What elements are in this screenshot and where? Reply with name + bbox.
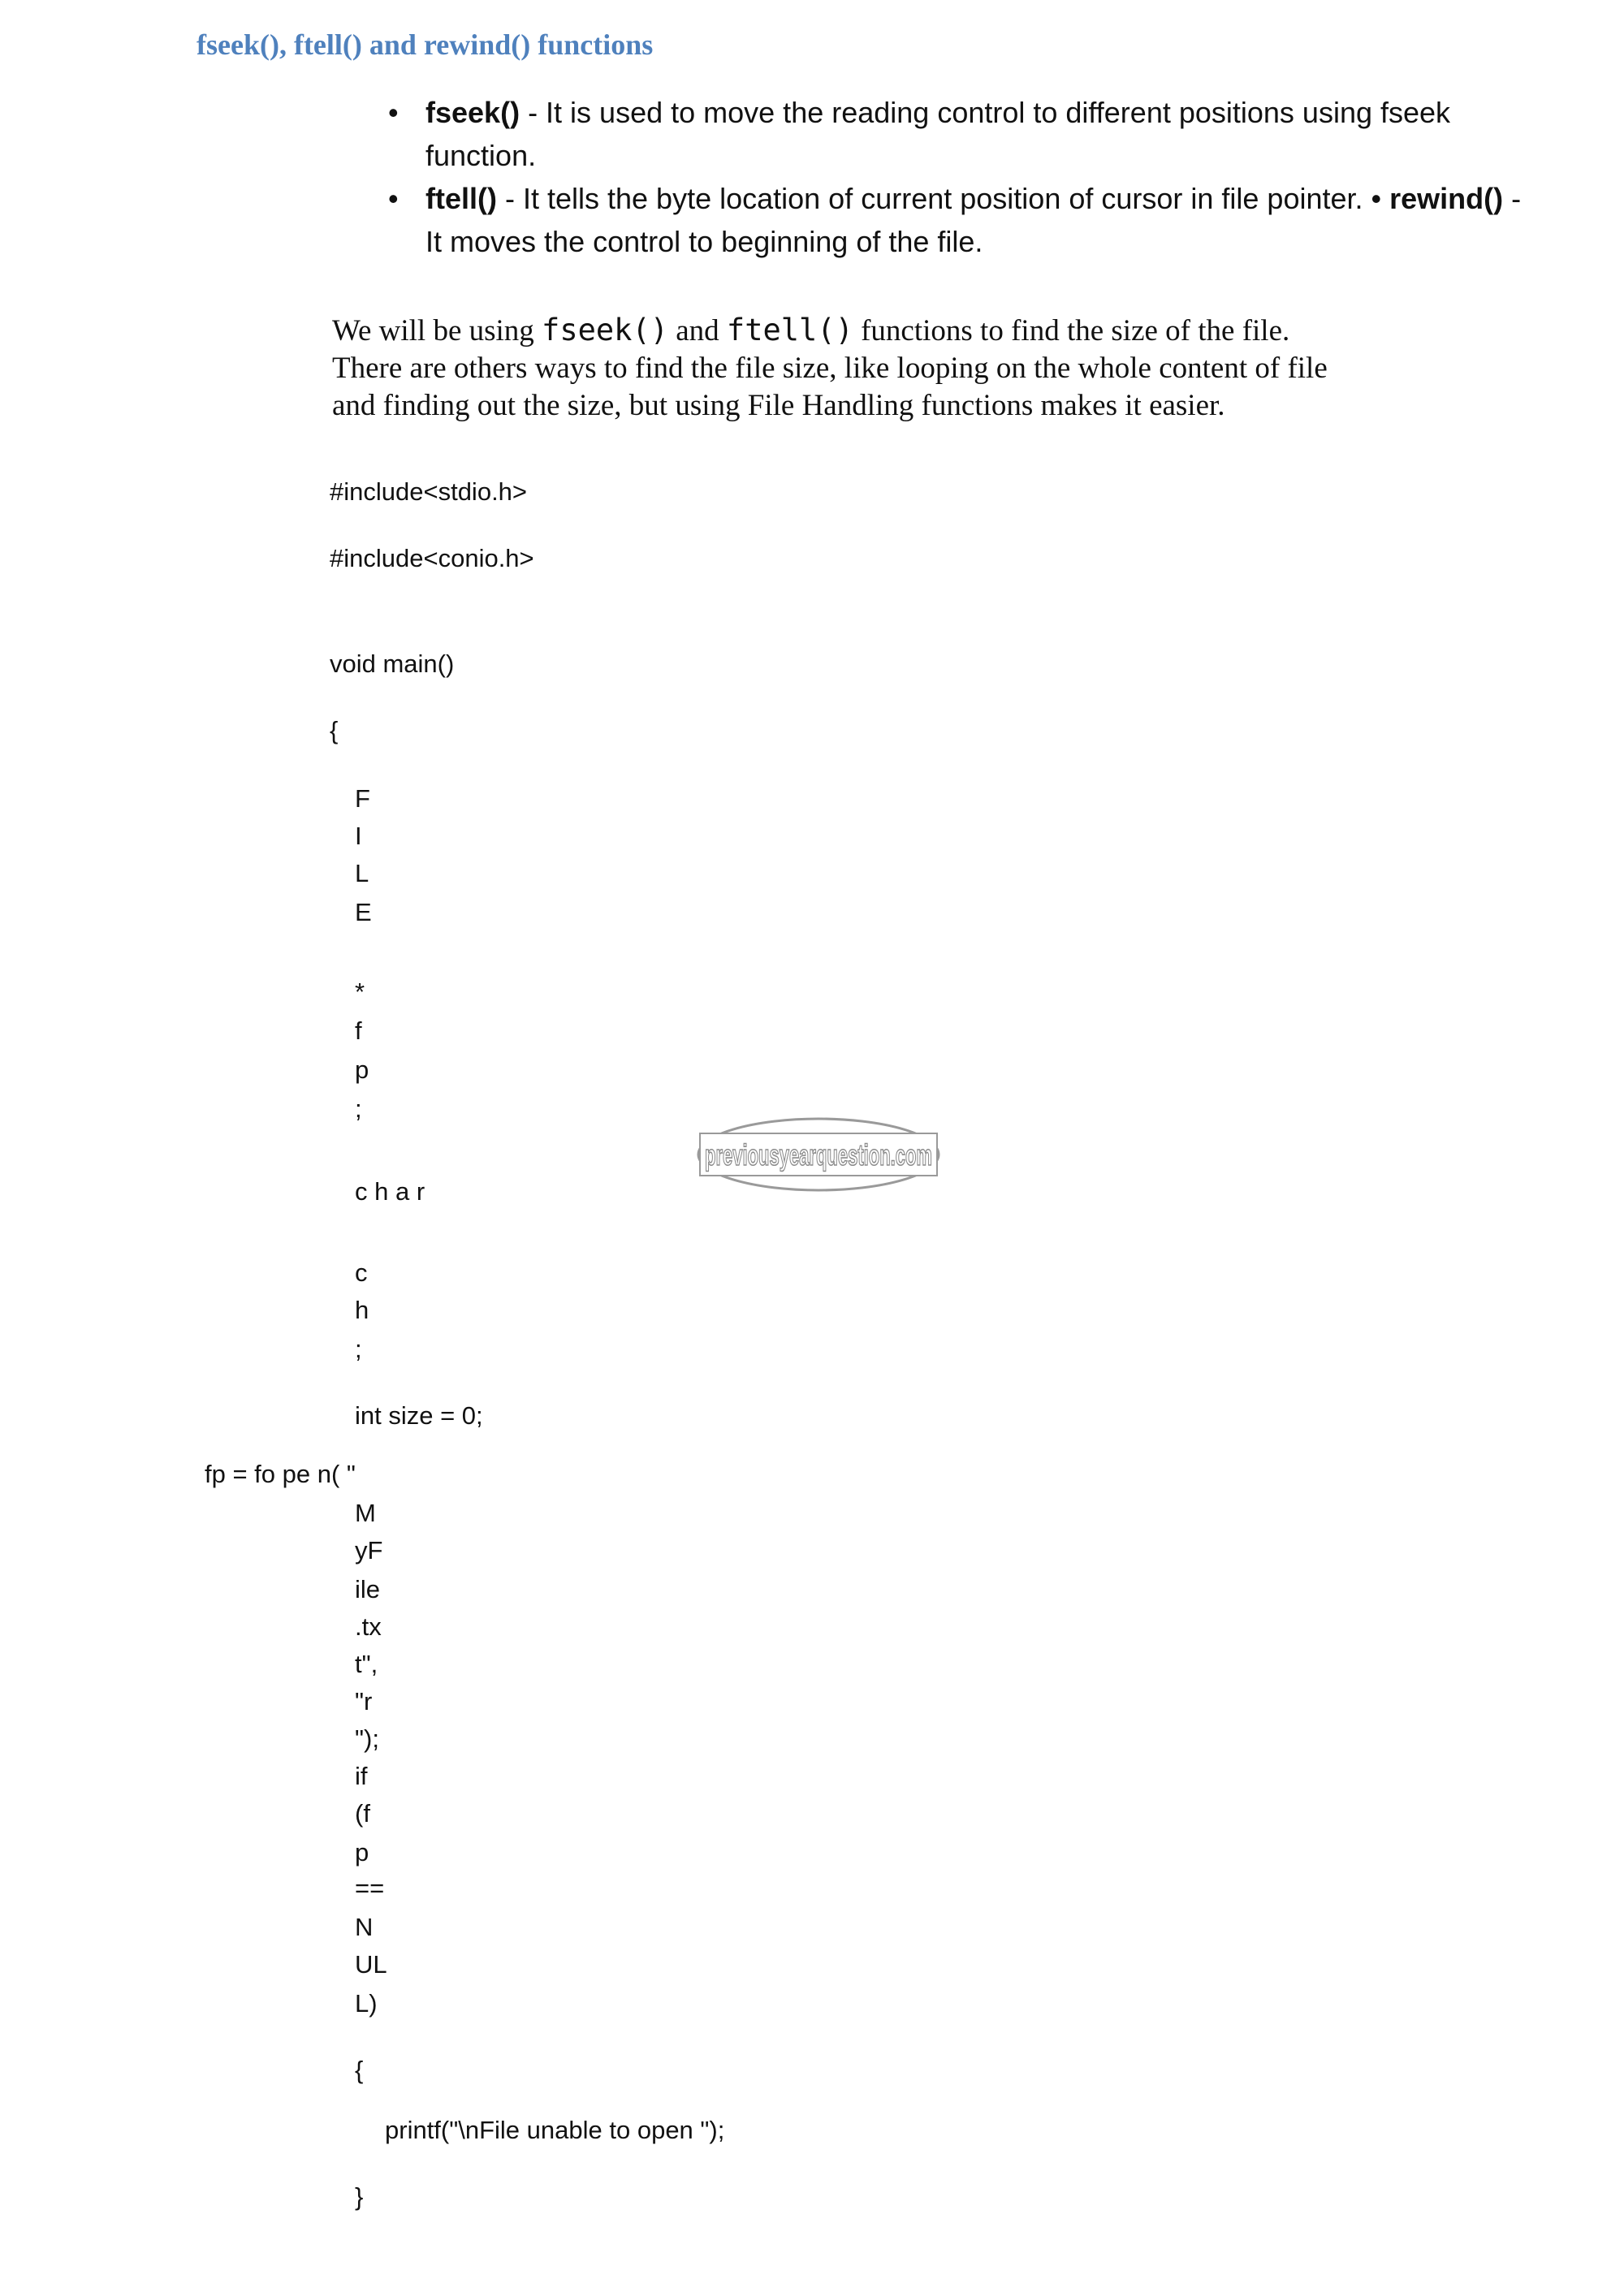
code-include-stdio: #include<stdio.h>: [330, 477, 528, 506]
watermark-logo: [697, 1116, 940, 1193]
code-file-letter: L: [355, 859, 369, 887]
code-fopen-piece: yF: [355, 1536, 383, 1564]
code-if-piece: p: [355, 1838, 369, 1867]
code-file-letter: I: [355, 822, 362, 850]
paragraph-text: We will be using: [332, 314, 542, 347]
bullet-term: fseek(): [425, 96, 520, 129]
bullet-text: - It is used to move the reading control to different positions using fseek function.: [425, 96, 1451, 172]
code-fopen-piece: .tx: [355, 1612, 382, 1641]
paragraph-text: functions to find the size of the file. There are others ways to find the file size, like looping on the whole content of file and finding out the size, but using File Handling functions makes it easier.: [332, 314, 1328, 422]
code-fopen-piece: ile: [355, 1575, 381, 1603]
code-include-conio: #include<conio.h>: [330, 544, 534, 572]
code-ch-char: c: [355, 1258, 368, 1287]
code-ch-char: ;: [355, 1335, 362, 1363]
code-if-piece: UL: [355, 1950, 387, 1979]
intro-paragraph: [332, 312, 1339, 425]
code-fopen-start: fp = fo pe n( ": [205, 1460, 356, 1488]
code-void-main: void main(): [330, 650, 455, 678]
inline-code-fseek: fseek(): [542, 313, 668, 347]
paragraph-text: and: [667, 314, 727, 347]
code-if-piece: L): [355, 1989, 378, 2018]
bullet-fseek: [388, 91, 1525, 177]
bullet-term: rewind(): [1389, 182, 1504, 215]
code-char-keyword: c h a r: [355, 1177, 425, 1206]
code-open-brace: {: [330, 716, 339, 744]
code-printf-line: printf("\nFile unable to open ");: [385, 2116, 725, 2144]
code-fopen-piece: t",: [355, 1650, 378, 1678]
code-pointer-char: p: [355, 1055, 369, 1084]
code-inner-open-brace: {: [355, 2056, 364, 2084]
code-pointer-char: *: [355, 978, 365, 1006]
code-if-piece: if: [355, 1762, 368, 1790]
code-if-piece: (f: [355, 1799, 370, 1828]
code-file-letter: E: [355, 898, 372, 926]
bullet-term: ftell(): [425, 182, 497, 215]
bullet-ftell: [388, 177, 1525, 263]
code-pointer-char: ;: [355, 1094, 362, 1123]
section-heading: fseek(), ftell() and rewind() functions: [197, 28, 654, 61]
code-if-piece: N: [355, 1913, 374, 1941]
bullet-text: - It moves the control to beginning of the file.: [425, 182, 1522, 258]
bullet-dot: •: [388, 182, 399, 215]
code-file-letter: F: [355, 784, 370, 813]
code-fopen-piece: "r: [355, 1687, 373, 1716]
code-fopen-piece: ");: [355, 1724, 379, 1753]
bullet-dot: •: [388, 96, 399, 129]
bullet-text: - It tells the byte location of current position of cursor in file pointer. •: [496, 182, 1382, 215]
code-fopen-piece: M: [355, 1499, 376, 1527]
code-int-size: int size = 0;: [355, 1401, 483, 1430]
watermark-text: previousyearquestion.com: [705, 1138, 932, 1172]
inline-code-ftell: ftell(): [726, 313, 853, 347]
function-bullet-list: [388, 91, 1525, 263]
code-pointer-char: f: [355, 1016, 362, 1045]
code-inner-close-brace: }: [355, 2182, 364, 2211]
code-ch-char: h: [355, 1296, 369, 1324]
code-if-piece: ==: [355, 1874, 385, 1902]
